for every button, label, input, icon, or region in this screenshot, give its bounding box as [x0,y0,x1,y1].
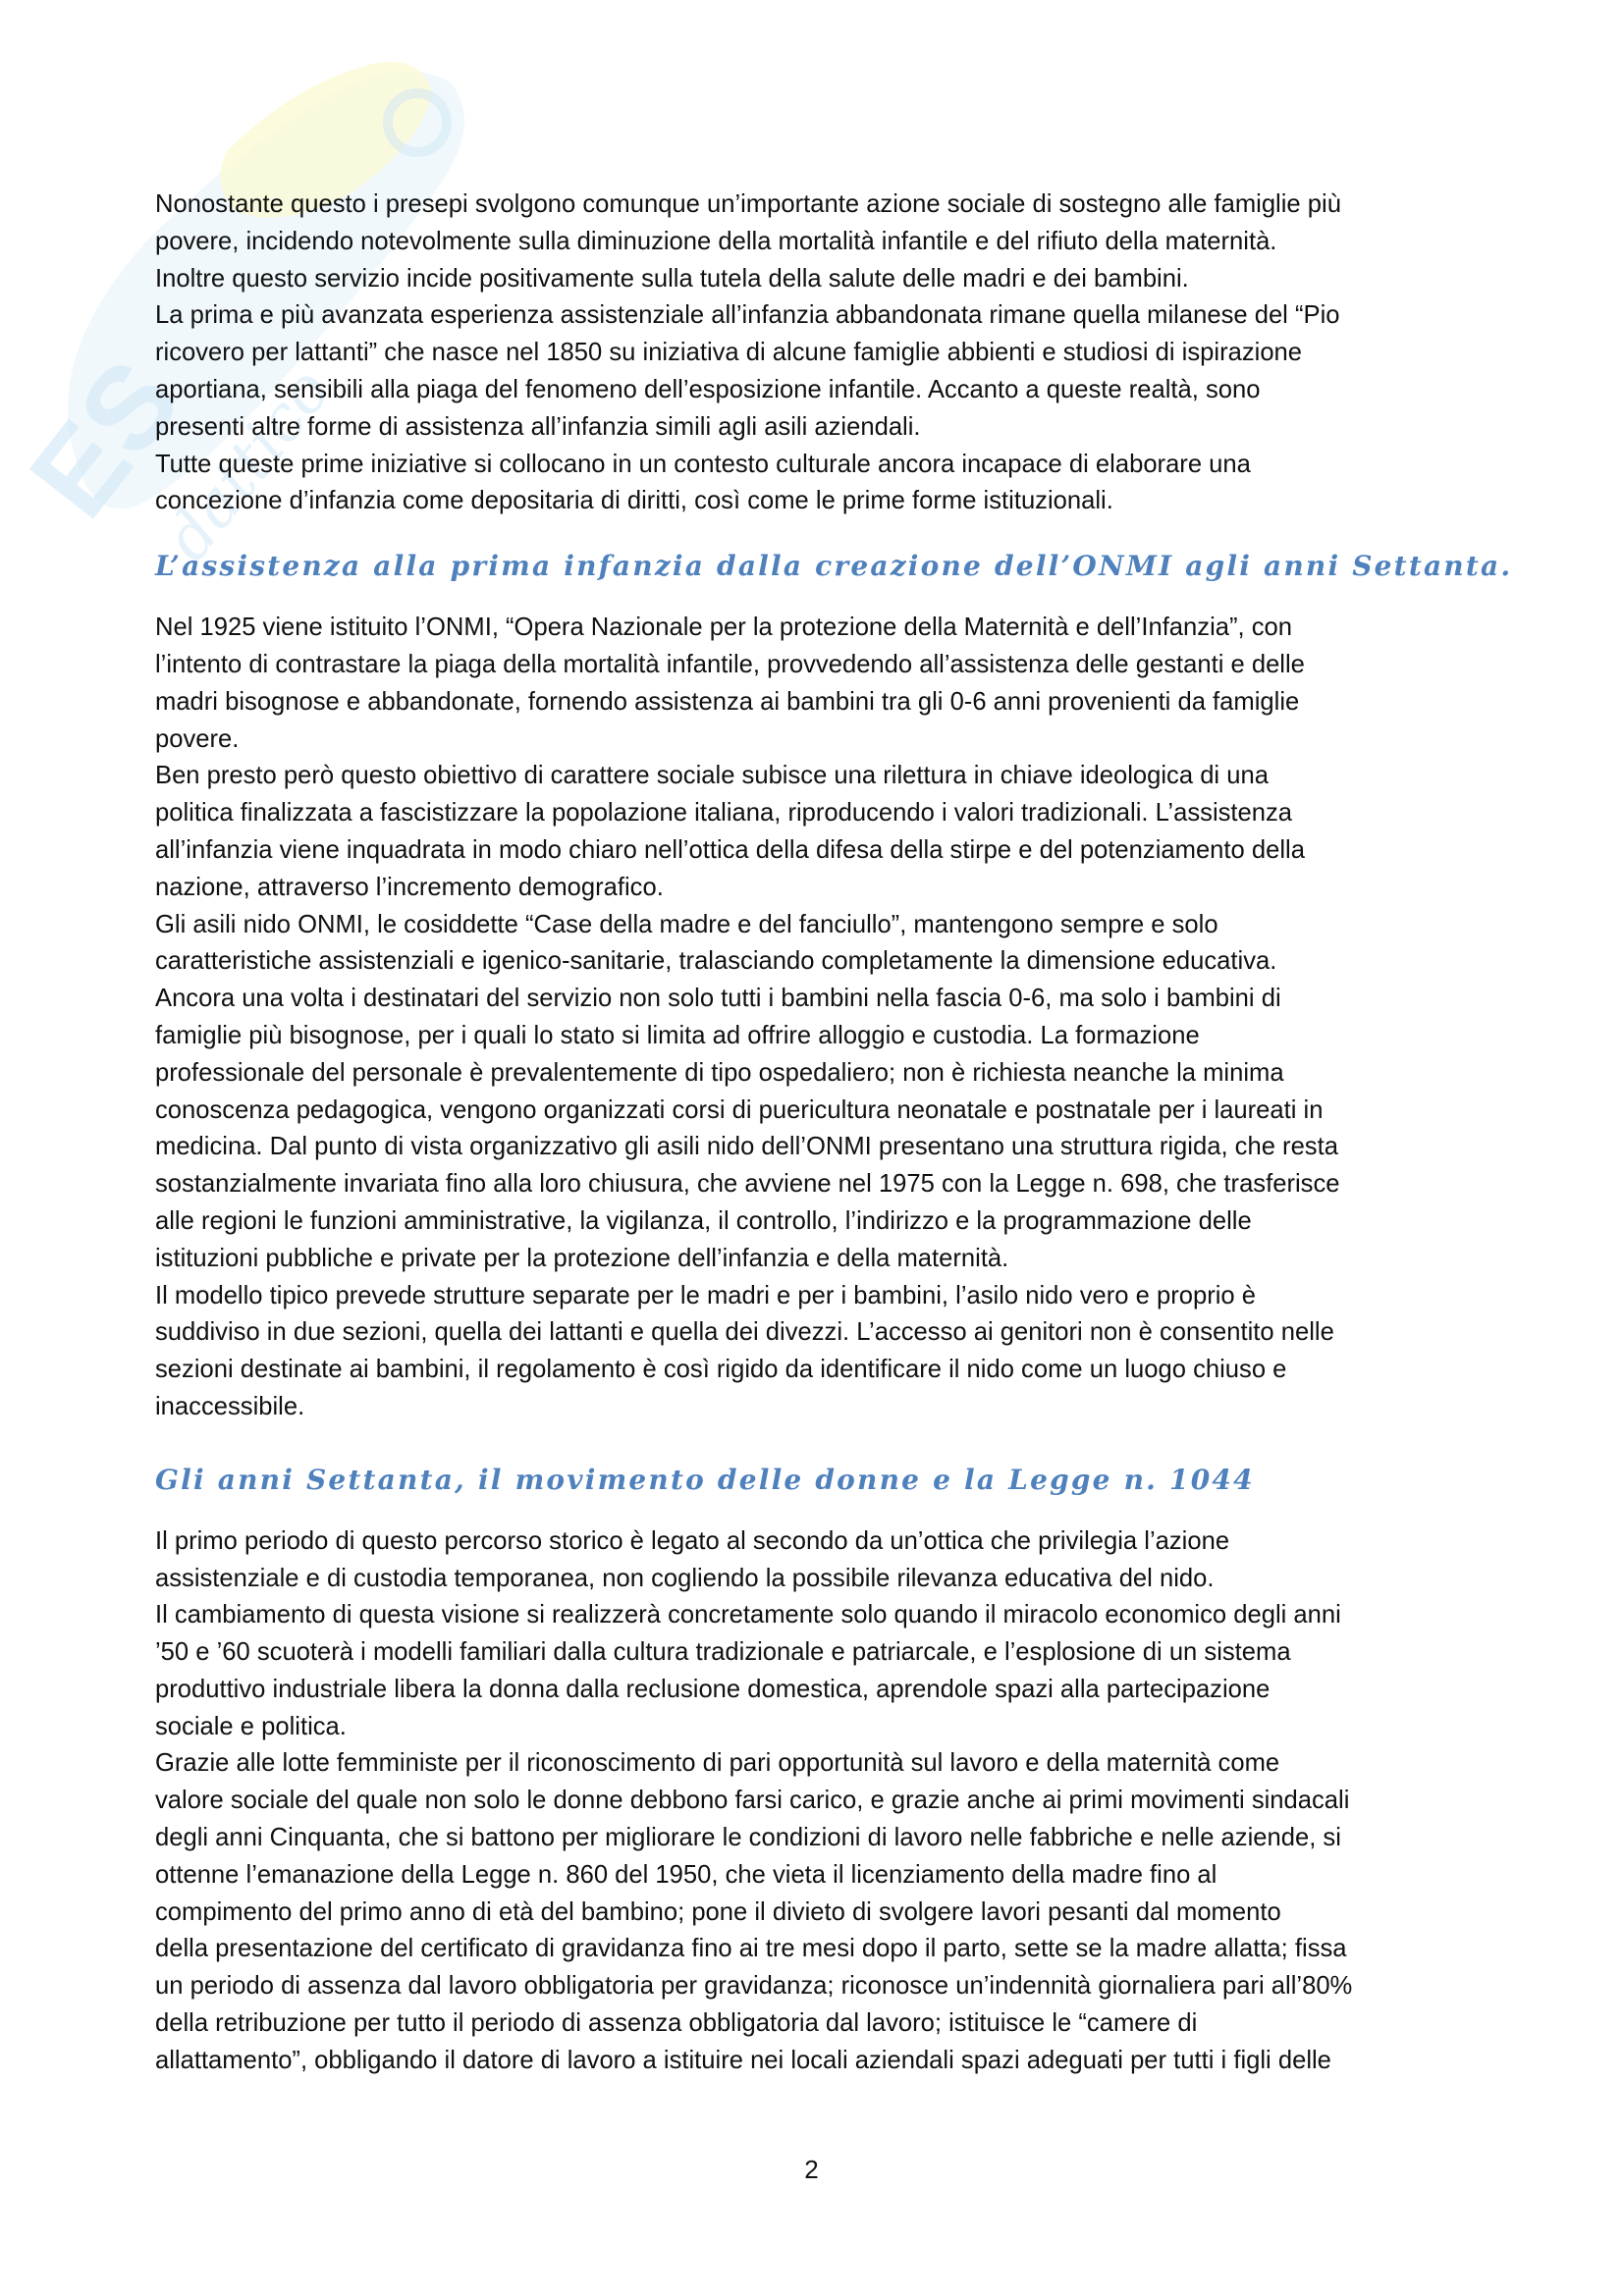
paragraph-intro-2: La prima e più avanzata esperienza assistenziale all’infanzia abbandonata rimane quella milanese del “Pio ricovero per lattanti” che nasce nel 1850 su iniziativa di alcune famiglie abbienti e studiosi di ispirazione aportiana, sensibili alla piaga del fenomeno dell’esposizione infantile. Accanto a queste realtà, sono presenti altre forme di assistenza all’infanzia simili agli asili aziendali. [155,301,1340,441]
svg-text:ES: ES [4,336,206,542]
svg-text:dattico: dattico [151,354,346,574]
paragraph-onmi-1: Nel 1925 viene istituito l’ONMI, “Opera Nazionale per la protezione della Maternità e dell’Infanzia”, con l’intento di contrastare la piaga della mortalità infantile, provvedendo all’assistenza delle gestanti e delle madri bisognose e abbandonate, fornendo assistenza ai bambini tra gli 0-6 anni provenienti da famiglie povere. [155,614,1305,753]
paragraph-intro-1: Nonostante questo i presepi svolgono comunque un’importante azione sociale di sostegno alle famiglie più povere, incidendo notevolmente sulla diminuzione della mortalità infantile e del rifiuto della maternità. Inoltre questo servizio incide positivamente sulla tutela della salute delle madri e dei bambini. [155,190,1341,293]
document-content [155,187,1513,2080]
section-heading-anni-settanta: Gli anni Settanta, il movimento delle donne e la Legge n. 1044 [155,1463,1255,1496]
page-number: 2 [804,2155,819,2184]
paragraph-settanta-2: Il cambiamento di questa visione si realizzerà concretamente solo quando il miracolo economico degli anni ’50 e ’60 scuoterà i modelli familiari dalla cultura tradizionale e patriarcale, e l’esplosione di un sistema produttivo industriale libera la donna dalla reclusione domestica, aprendole spazi alla partecipazione sociale e politica. [155,1601,1341,1740]
section-heading-onmi: L’assistenza alla prima infanzia dalla creazione dell’ONMI agli anni Settanta. [155,550,1513,583]
paragraph-intro-3: Tutte queste prime iniziative si collocano in un contesto culturale ancora incapace di elaborare una concezione d’infanzia come depositaria di diritti, così come le prime forme istituzionali. [155,450,1251,515]
paragraph-settanta-3: Grazie alle lotte femministe per il riconoscimento di pari opportunità sul lavoro e della maternità come valore sociale del quale non solo le donne debbono farsi carico, e grazie anche ai primi movimenti sindacali degli anni Cinquanta, che si battono per migliorare le condizioni di lavoro nelle fabbriche e nelle aziende, si ottenne l’emanazione della Legge n. 860 del 1950, che vieta il licenziamento della madre fino al compimento del primo anno di età del bambino; pone il divieto di svolgere lavori pesanti dal momento della presentazione del certificato di gravidanza fino ai tre mesi dopo il parto, sette se la madre allatta; fissa un periodo di assenza dal lavoro obbligatoria per gravidanza; riconosce un’indennità giornaliera pari all’80% della retribuzione per tutto il periodo di assenza obbligatoria dal lavoro; istituisce le “camere di allattamento”, obbligando il datore di lavoro a istituire nei locali aziendali spazi adeguati per tutti i figli delle [155,1749,1353,2074]
paragraph-onmi-4: Il modello tipico prevede strutture separate per le madri e per i bambini, l’asilo nido vero e proprio è suddiviso in due sezioni, quella dei lattanti e quella dei divezzi. L’accesso ai genitori non è consentito nelle sezioni destinate ai bambini, il regolamento è così rigido da identificare il nido come un luogo chiuso e inaccessibile. [155,1281,1334,1420]
paragraph-settanta-1: Il primo periodo di questo percorso storico è legato al secondo da un’ottica che privilegia l’azione assistenziale e di custodia temporanea, non cogliendo la possibile rilevanza educativa del nido. [155,1526,1230,1592]
paragraph-onmi-2: Ben presto però questo obiettivo di carattere sociale subisce una rilettura in chiave ideologica di una politica finalizzata a fascistizzare la popolazione italiana, riproducendo i valori tradizionali. L’assistenza all’infanzia viene inquadrata in modo chiaro nell’ottica della difesa della stirpe e del potenziamento della nazione, attraverso l’incremento demografico. [155,762,1305,901]
paragraph-onmi-3: Gli asili nido ONMI, le cosiddette “Case della madre e del fanciullo”, mantengono sempre e solo caratteristiche assistenziali e igenico-sanitarie, tralasciando completamente la dimensione educativa. Ancora una volta i destinatari del servizio non solo tutti i bambini nella fascia 0-6, ma solo i bambini di famiglie più bisognose, per i quali lo stato si limita ad offrire alloggio e custodia. La formazione professionale del personale è prevalentemente di tipo ospedaliero; non è richiesta neanche la minima conoscenza pedagogica, vengono organizzati corsi di puericultura neonatale e postnatale per i laureati in medicina. Dal punto di vista organizzativo gli asili nido dell’ONMI presentano una struttura rigida, che resta sostanzialmente invariata fino alla loro chiusura, che avviene nel 1975 con la Legge n. 698, che trasferisce alle regioni le funzioni amministrative, la vigilanza, il controllo, l’indirizzo e la programmazione delle istituzioni pubbliche e private per la protezione dell’infanzia e della maternità. [155,910,1340,1272]
